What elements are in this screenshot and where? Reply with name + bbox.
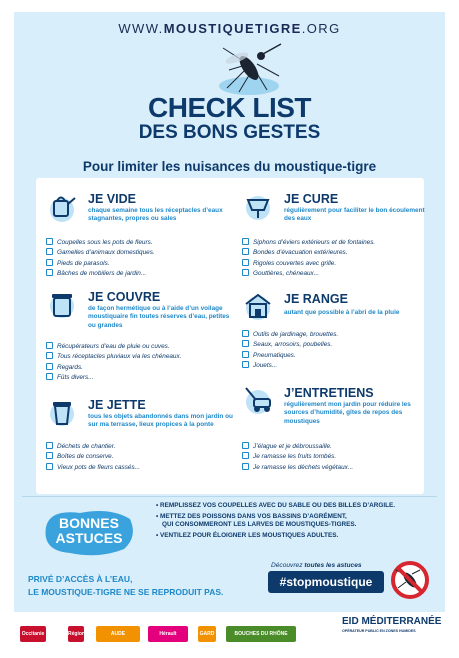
checkbox[interactable] <box>46 452 53 459</box>
tip-item: • VENTILEZ POUR ÉLOIGNER LES MOUSTIQUES ADULTES. <box>156 531 339 539</box>
checklist-item[interactable]: Bâches de mobiliers de jardin... <box>46 269 155 279</box>
page-title-line2: DES BONS GESTES <box>138 122 321 143</box>
covered-barrel-icon <box>46 288 78 320</box>
logo-herault[interactable]: Hérault <box>148 626 188 642</box>
section-heading: JE RANGE <box>284 292 348 306</box>
watering-can-icon <box>46 190 78 222</box>
checkbox[interactable] <box>242 442 249 449</box>
checkbox[interactable] <box>46 248 53 255</box>
logo-region[interactable]: Région <box>68 626 84 642</box>
checklist-item[interactable]: Rigoles couvertes avec grille. <box>242 259 375 269</box>
no-mosquito-icon <box>390 560 430 600</box>
poster <box>14 12 445 612</box>
checkbox[interactable] <box>242 269 249 276</box>
checklist <box>46 342 181 383</box>
checkbox[interactable] <box>242 248 249 255</box>
shed-icon <box>242 290 274 322</box>
section-heading: JE JETTE <box>88 398 146 412</box>
checklist-item[interactable]: Pneumatiques. <box>242 351 338 361</box>
checkbox[interactable] <box>242 238 249 245</box>
astuces-badge <box>40 507 138 557</box>
section-heading: JE VIDE <box>88 192 136 206</box>
discover-text: Découvrez toutes les astuces <box>271 562 362 569</box>
checkbox[interactable] <box>46 352 53 359</box>
checkbox[interactable] <box>242 330 249 337</box>
checkbox[interactable] <box>46 238 53 245</box>
website-url[interactable]: WWW.MOUSTIQUETIGRE.ORG <box>118 21 341 36</box>
checklist-card <box>36 178 424 494</box>
checklist-item[interactable]: Je ramasse les fruits tombés. <box>242 452 353 462</box>
section-heading: J’ENTRETIENS <box>284 386 374 400</box>
hashtag-button[interactable]: #stopmoustique <box>268 571 384 593</box>
checklist-item[interactable]: Pieds de parasols. <box>46 259 155 269</box>
checklist-item[interactable]: Récupérateurs d’eau de pluie ou cuves. <box>46 342 181 352</box>
lawn-mower-icon <box>242 384 274 416</box>
tip-item: • METTEZ DES POISSONS DANS VOS BASSINS D’AGRÉMENT, <box>156 512 347 520</box>
logo-aude[interactable]: AUDE <box>96 626 140 642</box>
badge-line2: ASTUCES <box>55 530 123 546</box>
checkbox[interactable] <box>242 452 249 459</box>
checklist-item[interactable]: J’élague et je débroussaille. <box>242 442 353 452</box>
footer-message-line1: PRIVÉ D’ACCÈS À L’EAU, <box>28 574 133 584</box>
section-description: de façon hermétique ou à l’aide d’un voilage moustiquaire fin toutes réserves d’eau, petites ou grandes <box>88 305 230 329</box>
checklist-item[interactable]: Regards. <box>46 363 181 373</box>
footer-message-line2: LE MOUSTIQUE-TIGRE NE SE REPRODUIT PAS. <box>28 587 224 597</box>
tips-list <box>156 502 395 542</box>
section-heading: JE COUVRE <box>88 290 161 304</box>
section-description: régulièrement pour faciliter le bon écoulement des eaux <box>284 207 425 223</box>
checklist-item[interactable]: Coupelles sous les pots de fleurs. <box>46 238 155 248</box>
trash-bin-icon <box>46 396 78 428</box>
mosquito-icon <box>209 40 289 100</box>
section-description: chaque semaine tous les réceptacles d’eaux stagnantes, propres ou sales <box>88 207 223 223</box>
checklist <box>46 238 155 279</box>
checklist <box>242 238 375 279</box>
section-description: autant que possible à l’abri de la pluie <box>284 309 400 316</box>
page-title: CHECK LIST <box>148 92 311 123</box>
checklist <box>46 442 140 473</box>
checkbox[interactable] <box>46 442 53 449</box>
logo-bouches-du-rhone[interactable]: BOUCHES DU RHÔNE <box>226 626 296 642</box>
checkbox[interactable] <box>46 463 53 470</box>
bonnes-astuces-panel <box>22 496 437 559</box>
checkbox[interactable] <box>46 363 53 370</box>
checklist-item[interactable]: Outils de jardinage, brouettes. <box>242 330 338 340</box>
checkbox[interactable] <box>242 463 249 470</box>
checklist-item[interactable]: Déchets de chantier. <box>46 442 140 452</box>
checklist-item[interactable]: Siphons d’éviers extérieurs et de fontaines. <box>242 238 375 248</box>
badge-line1: BONNES <box>59 515 119 531</box>
checklist-item[interactable]: Fûts divers... <box>46 373 181 383</box>
eid-logo[interactable]: EID MÉDITERRANÉE <box>342 616 442 627</box>
checkbox[interactable] <box>242 361 249 368</box>
sink-drain-icon <box>242 190 274 222</box>
checklist <box>242 330 338 371</box>
checkbox[interactable] <box>46 342 53 349</box>
eid-tagline: OPÉRATEUR PUBLIC EN ZONES HUMIDES <box>342 629 416 633</box>
checkbox[interactable] <box>46 373 53 380</box>
logo-occitanie[interactable]: Occitanie <box>20 626 46 642</box>
checkbox[interactable] <box>242 259 249 266</box>
checklist-item[interactable]: Gamelles d’animaux domestiques. <box>46 248 155 258</box>
tip-item: QUI CONSOMMERONT LES LARVES DE MOUSTIQUES-TIGRES. <box>162 521 357 529</box>
checklist-item[interactable]: Bondes d’évacuation extérieures. <box>242 248 375 258</box>
checkbox[interactable] <box>46 269 53 276</box>
checklist-item[interactable]: Gouttières, chéneaux... <box>242 269 375 279</box>
checkbox[interactable] <box>242 351 249 358</box>
section-heading: JE CURE <box>284 192 339 206</box>
logo-gard[interactable]: GARD 30 <box>198 626 216 642</box>
checklist-item[interactable]: Je ramasse les déchets végétaux... <box>242 463 353 473</box>
tip-item: • REMPLISSEZ VOS COUPELLES AVEC DU SABLE OU DES BILLES D’ARGILE. <box>156 502 396 509</box>
page-subtitle: Pour limiter les nuisances du moustique-tigre <box>82 159 377 174</box>
checklist-item[interactable]: Seaux, arrosoirs, poubelles. <box>242 340 338 350</box>
checklist-item[interactable]: Boîtes de conserve. <box>46 452 140 462</box>
checkbox[interactable] <box>242 340 249 347</box>
checkbox[interactable] <box>46 259 53 266</box>
checklist-item[interactable]: Jouets... <box>242 361 338 371</box>
checklist <box>242 442 353 473</box>
section-description: régulièrement mon jardin pour réduire les sources d’humidité, gîtes de repos des moustiques <box>284 401 411 425</box>
checklist-item[interactable]: Vieux pots de fleurs cassés... <box>46 463 140 473</box>
section-description: tous les objets abandonnés dans mon jardin ou sur ma terrasse, lieux propices à la ponte <box>88 413 233 429</box>
checklist-item[interactable]: Tous réceptacles pluviaux via les chéneaux. <box>46 352 181 362</box>
